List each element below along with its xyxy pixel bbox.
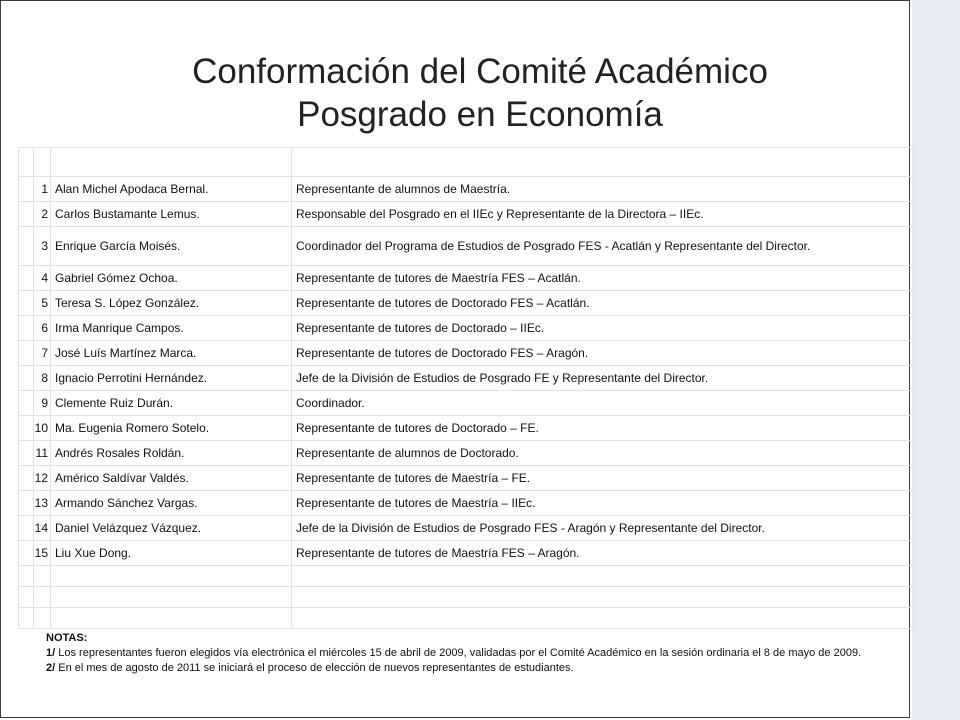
row-spacer-cell bbox=[19, 341, 34, 366]
empty-cell bbox=[292, 587, 914, 608]
member-number: 11 bbox=[34, 441, 51, 466]
member-number: 15 bbox=[34, 541, 51, 566]
member-number: 4 bbox=[34, 266, 51, 291]
row-spacer-cell bbox=[19, 366, 34, 391]
member-number: 3 bbox=[34, 227, 51, 266]
table-row bbox=[19, 491, 914, 516]
member-number: 13 bbox=[34, 491, 51, 516]
member-role: Representante de alumnos de Maestría. bbox=[292, 177, 914, 202]
member-name: Carlos Bustamante Lemus. bbox=[51, 202, 292, 227]
committee-table bbox=[18, 147, 914, 629]
table-row bbox=[19, 416, 914, 441]
table-row bbox=[19, 541, 914, 566]
row-spacer-cell bbox=[19, 316, 34, 341]
empty-cell bbox=[34, 587, 51, 608]
member-name: Gabriel Gómez Ochoa. bbox=[51, 266, 292, 291]
member-number: 5 bbox=[34, 291, 51, 316]
note-item-2 bbox=[46, 661, 876, 676]
member-role: Coordinador. bbox=[292, 391, 914, 416]
member-role: Representante de tutores de Maestría FES – Acatlán. bbox=[292, 266, 914, 291]
table-row bbox=[19, 202, 914, 227]
member-name: Américo Saldívar Valdés. bbox=[51, 466, 292, 491]
notes-heading: NOTAS: bbox=[46, 632, 88, 644]
empty-cell bbox=[51, 587, 292, 608]
empty-cell bbox=[34, 566, 51, 587]
title-line-1: Conformación del Comité Académico bbox=[192, 52, 768, 91]
table-row bbox=[19, 516, 914, 541]
table-row bbox=[19, 441, 914, 466]
member-number: 1 bbox=[34, 177, 51, 202]
member-name: Liu Xue Dong. bbox=[51, 541, 292, 566]
member-role: Representante de tutores de Maestría FES – Aragón. bbox=[292, 541, 914, 566]
member-number: 10 bbox=[34, 416, 51, 441]
member-name: Ma. Eugenia Romero Sotelo. bbox=[51, 416, 292, 441]
member-role: Responsable del Posgrado en el IIEc y Representante de la Directora – IIEc. bbox=[292, 202, 914, 227]
member-number: 14 bbox=[34, 516, 51, 541]
table-row bbox=[19, 466, 914, 491]
member-name: Alan Michel Apodaca Bernal. bbox=[51, 177, 292, 202]
row-spacer-cell bbox=[19, 391, 34, 416]
member-number: 6 bbox=[34, 316, 51, 341]
member-number: 12 bbox=[34, 466, 51, 491]
member-name: Clemente Ruiz Durán. bbox=[51, 391, 292, 416]
empty-row bbox=[19, 587, 914, 608]
member-role: Representante de tutores de Doctorado FES – Acatlán. bbox=[292, 291, 914, 316]
table-row bbox=[19, 227, 914, 266]
table-row bbox=[19, 391, 914, 416]
empty-cell bbox=[292, 566, 914, 587]
member-name: José Luís Martínez Marca. bbox=[51, 341, 292, 366]
member-number: 8 bbox=[34, 366, 51, 391]
empty-cell bbox=[34, 608, 51, 629]
row-spacer-cell bbox=[19, 266, 34, 291]
row-spacer-cell bbox=[19, 177, 34, 202]
member-role: Representante de tutores de Doctorado – IIEc. bbox=[292, 316, 914, 341]
row-spacer-cell bbox=[19, 541, 34, 566]
row-spacer-cell bbox=[19, 491, 34, 516]
member-name: Enrique García Moisés. bbox=[51, 227, 292, 266]
table-row bbox=[19, 266, 914, 291]
member-name: Irma Manrique Campos. bbox=[51, 316, 292, 341]
note-item-1 bbox=[46, 646, 876, 661]
row-spacer-cell bbox=[19, 441, 34, 466]
member-role: Representante de alumnos de Doctorado. bbox=[292, 441, 914, 466]
empty-cell bbox=[19, 566, 34, 587]
table-row bbox=[19, 291, 914, 316]
member-role: Jefe de la División de Estudios de Posgrado FE y Representante del Director. bbox=[292, 366, 914, 391]
empty-row bbox=[19, 566, 914, 587]
note-number: 2/ bbox=[46, 662, 56, 674]
member-name: Daniel Velázquez Vázquez. bbox=[51, 516, 292, 541]
table-row bbox=[19, 341, 914, 366]
table-row bbox=[19, 316, 914, 341]
member-number: 7 bbox=[34, 341, 51, 366]
member-number: 2 bbox=[34, 202, 51, 227]
note-text: En el mes de agosto de 2011 se iniciará el proceso de elección de nuevos representantes de estudiantes. bbox=[58, 662, 574, 674]
empty-row bbox=[19, 608, 914, 629]
member-name: Armando Sánchez Vargas. bbox=[51, 491, 292, 516]
title-line-2: Posgrado en Economía bbox=[297, 95, 663, 134]
row-spacer-cell bbox=[19, 291, 34, 316]
row-spacer-cell bbox=[19, 416, 34, 441]
row-spacer-cell bbox=[19, 227, 34, 266]
member-name: Ignacio Perrotini Hernández. bbox=[51, 366, 292, 391]
member-role: Representante de tutores de Doctorado FES – Aragón. bbox=[292, 341, 914, 366]
table-row bbox=[19, 177, 914, 202]
empty-cell bbox=[19, 587, 34, 608]
row-spacer-cell bbox=[19, 516, 34, 541]
table-header-spacer-row bbox=[19, 148, 914, 177]
member-name: Andrés Rosales Roldán. bbox=[51, 441, 292, 466]
empty-cell bbox=[51, 608, 292, 629]
member-role: Representante de tutores de Maestría – IIEc. bbox=[292, 491, 914, 516]
notes-section bbox=[46, 631, 876, 676]
member-name: Teresa S. López González. bbox=[51, 291, 292, 316]
note-number: 1/ bbox=[46, 647, 56, 659]
member-role: Representante de tutores de Doctorado – FE. bbox=[292, 416, 914, 441]
empty-cell bbox=[51, 566, 292, 587]
table-row bbox=[19, 366, 914, 391]
note-text: Los representantes fueron elegidos vía electrónica el miércoles 15 de abril de 2009, validadas por el Comité Académico en la sesión ordinaria el 8 de mayo de 2009. bbox=[58, 647, 862, 659]
member-role: Jefe de la División de Estudios de Posgrado FES - Aragón y Representante del Director. bbox=[292, 516, 914, 541]
empty-cell bbox=[292, 608, 914, 629]
empty-cell bbox=[19, 608, 34, 629]
page-title bbox=[0, 50, 960, 136]
row-spacer-cell bbox=[19, 202, 34, 227]
member-role: Coordinador del Programa de Estudios de Posgrado FES - Acatlán y Representante del Director. bbox=[292, 227, 914, 266]
member-number: 9 bbox=[34, 391, 51, 416]
committee-table-container bbox=[18, 147, 914, 633]
row-spacer-cell bbox=[19, 466, 34, 491]
member-role: Representante de tutores de Maestría – FE. bbox=[292, 466, 914, 491]
